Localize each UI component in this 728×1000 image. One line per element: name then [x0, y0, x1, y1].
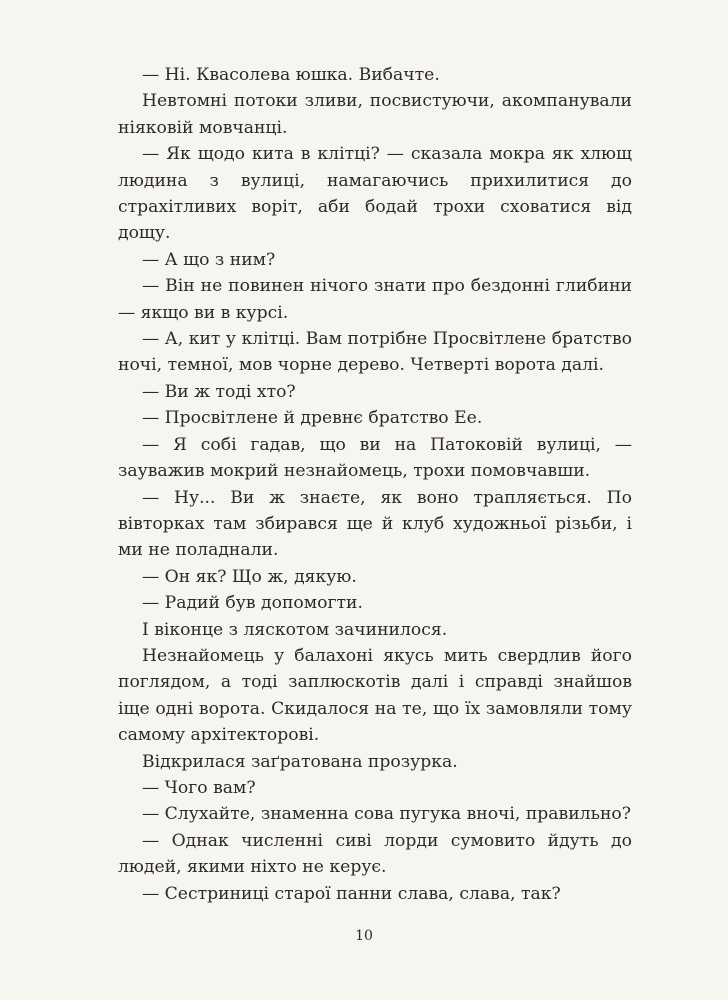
- page-number: 10: [355, 928, 373, 944]
- body-text: [118, 62, 632, 907]
- paragraph: — Ви ж тоді хто?: [142, 381, 296, 402]
- paragraph: — Ну... Ви ж знаєте, як воно трапляється. По вівторках там збирався ще й клуб художньої різьби, і ми не поладнали.: [118, 487, 632, 561]
- paragraph: — Сестриниці старої панни слава, слава, так?: [142, 883, 561, 904]
- paragraph: — Просвітлене й древнє братство Ее.: [142, 408, 483, 429]
- paragraph: Невтомні потоки зливи, посвистуючи, акомпанували ніяковій мовчанці.: [118, 91, 632, 138]
- paragraph: — Однак численні сиві лорди сумовито йдуть до людей, якими ніхто не керує.: [118, 830, 632, 878]
- paragraph: — Ні. Квасолева юшка. Вибачте.: [142, 65, 440, 85]
- paragraph: І віконце з ляскотом зачинилося.: [142, 619, 448, 640]
- paragraph: — Слухайте, знаменна сова пугука вночі, правильно?: [142, 804, 631, 825]
- paragraph: — Як щодо кита в клітці? — сказала мокра як хлющ людина з вулиці, намагаючись прихилитися до страхітливих воріт, аби бодай трохи сховатися від дощу.: [118, 144, 632, 244]
- paragraph: — А, кит у клітці. Вам потрібне Просвітлене братство ночі, темної, мов чорне дерево. Четверті ворота далі.: [118, 329, 632, 376]
- paragraph: — Я собі гадав, що ви на Патоковій вулиці, — зауважив мокрий незнайомець, трохи помовчавши.: [118, 434, 632, 482]
- paragraph: — А що з ним?: [142, 249, 276, 270]
- paragraph: Відкрилася заґратована прозурка.: [142, 751, 458, 772]
- paragraph: — Он як? Що ж, дякую.: [142, 566, 357, 587]
- paragraph: — Радий був допомогти.: [142, 593, 363, 614]
- paragraph: Незнайомець у балахоні якусь мить свердлив його поглядом, а тоді заплюскотів далі і справді знайшов іще одні ворота. Скидалося на те, що їх замовляли тому самому архітекторові.: [118, 645, 632, 746]
- paragraph: — Він не повинен нічого знати про бездонні глибини — якщо ви в курсі.: [118, 276, 632, 323]
- paragraph: — Чого вам?: [142, 777, 256, 798]
